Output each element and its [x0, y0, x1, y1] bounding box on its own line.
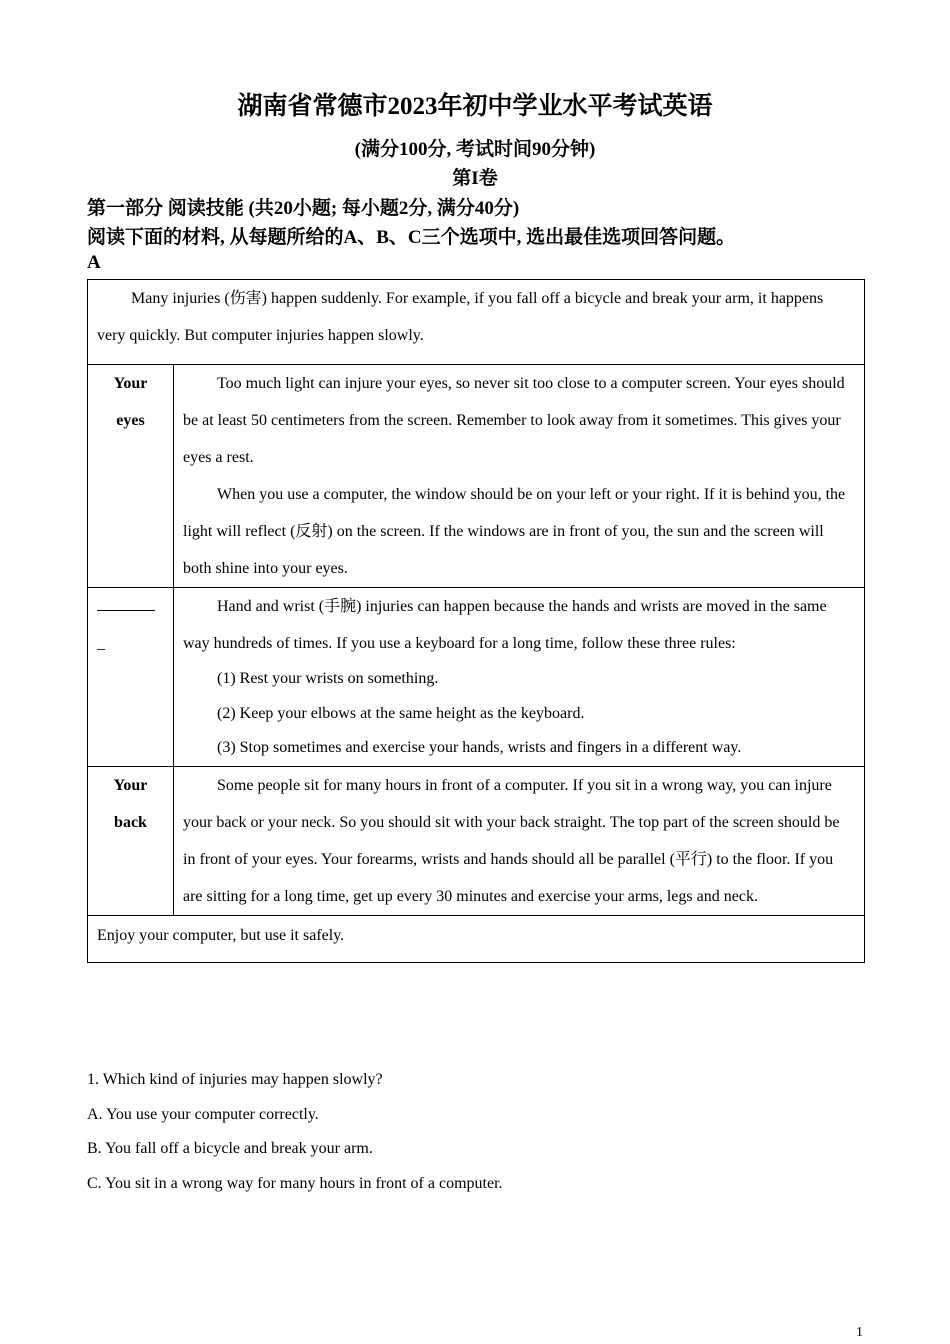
intro-paragraph: Many injuries (伤害) happen suddenly. For example, if you fall off a bicycle and break your arm, it happens very quickly. But computer injuries happen slowly.	[97, 290, 824, 344]
eyes-content-cell	[174, 365, 865, 588]
hands-rule-3: (3) Stop sometimes and exercise your hands, wrists and fingers in a different way.	[217, 739, 742, 756]
option-b[interactable]: B. You fall off a bicycle and break your arm.	[87, 1140, 373, 1158]
eyes-row	[88, 365, 865, 588]
eyes-label-cell	[88, 365, 174, 588]
back-content-cell	[174, 766, 865, 915]
hands-blank-cell[interactable]	[88, 588, 174, 767]
option-a[interactable]: A. You use your computer correctly.	[87, 1105, 319, 1123]
eyes-paragraph-1: Too much light can injure your eyes, so never sit too close to a computer screen. Your eyes should be at least 50 centimeters from the screen. Remember to look away from it sometimes. This gives your eyes a rest.	[183, 375, 845, 466]
eyes-label-line2: eyes	[116, 412, 145, 429]
answer-blank[interactable]	[97, 588, 164, 625]
blank-tail: _	[97, 635, 105, 652]
question-stem: 1. Which kind of injuries may happen slowly?	[87, 1071, 383, 1088]
page-number: 1	[856, 1325, 863, 1340]
hands-content-cell	[174, 588, 865, 767]
eyes-label-line1: Your	[113, 375, 148, 392]
passage-table	[87, 279, 865, 963]
back-label-line1: Your	[113, 776, 148, 794]
instruction-text: 阅读下面的材料, 从每题所给的A、B、C三个选项中, 选出最佳选项回答问题。	[87, 227, 736, 248]
option-c[interactable]: C. You sit in a wrong way for many hours in front of a computer.	[87, 1175, 503, 1193]
back-label-line2: back	[114, 813, 147, 831]
outro-row	[88, 915, 865, 962]
back-row	[88, 766, 865, 915]
hands-rule-1: (1) Rest your wrists on something.	[217, 670, 439, 687]
section-heading: 第一部分 阅读技能 (共20小题; 每小题2分, 满分40分)	[87, 198, 520, 219]
hands-rule-2: (2) Keep your elbows at the same height as the keyboard.	[217, 704, 585, 722]
back-label-cell	[88, 766, 174, 915]
page-title: 湖南省常德市2023年初中学业水平考试英语	[237, 93, 713, 120]
hands-paragraph-1: Hand and wrist (手腕) injuries can happen because the hands and wrists are moved in the same way hundreds of times. If you use a keyboard for a long time, follow these three rules:	[183, 598, 827, 652]
hands-row	[88, 588, 865, 767]
blank-underline	[97, 592, 155, 611]
passage-label: A	[87, 252, 101, 273]
exam-info: (满分100分, 考试时间90分钟)	[354, 139, 596, 160]
question-block	[87, 1063, 503, 1202]
intro-row	[88, 280, 865, 365]
back-paragraph-1: Some people sit for many hours in front of a computer. If you sit in a wrong way, you can injure your back or your neck. So you should sit with your back straight. The top part of the screen should be in front of your eyes. Your forearms, wrists and hands should all be parallel (平行) to the floor. If you are sitting for a long time, get up every 30 minutes and exercise your arms, legs and neck.	[183, 776, 840, 905]
intro-cell	[88, 280, 865, 365]
volume-heading: 第I卷	[452, 168, 498, 189]
eyes-paragraph-2: When you use a computer, the window should be on your left or your right. If it is behind you, the light will reflect (反射) on the screen. If the windows are in front of you, the sun and the screen will both shine into your eyes.	[183, 486, 846, 577]
outro-cell	[88, 915, 865, 962]
outro-paragraph: Enjoy your computer, but use it safely.	[97, 926, 345, 944]
